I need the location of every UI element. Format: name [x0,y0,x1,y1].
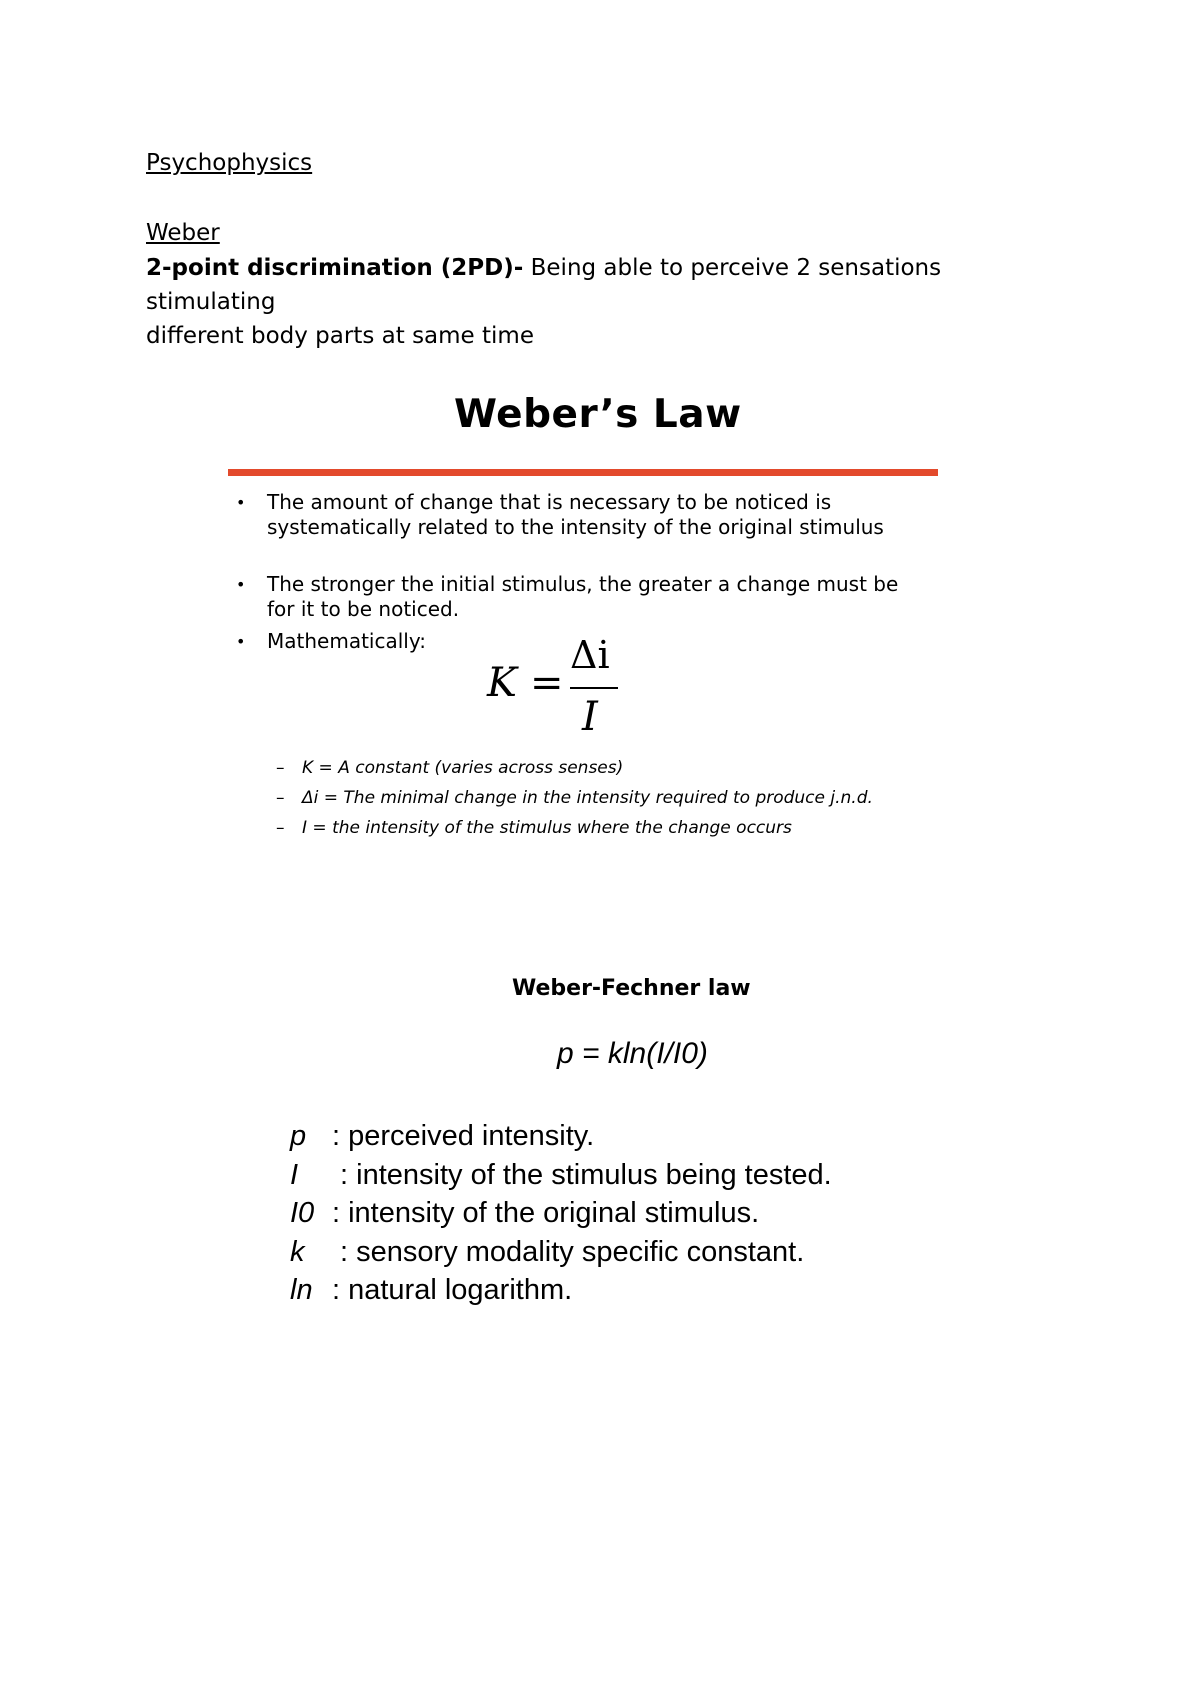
page-heading: Psychophysics [146,150,313,176]
slide-title: Weber’s Law [454,392,742,437]
definition-text-continued: different body parts at same time [146,323,534,349]
definition-text: Being able to perceive 2 sensations stimulating [146,255,942,315]
definition-paragraph [146,251,1066,353]
bullet-text: The stronger the initial stimulus, the greater a change must be for it to be noticed. [267,572,899,621]
fechner-definition: ln : natural logarithm. [290,1274,573,1306]
slide-bullet [236,572,916,627]
fechner-definition: I : intensity of the stimulus being tested. [290,1159,832,1191]
term-label: 2-point discrimination (2PD)- [146,255,524,281]
section-heading: Weber [146,220,220,246]
formula-lhs: K [487,660,517,706]
fechner-title: Weber-Fechner law [512,976,751,1001]
slide-definition: – I = the intensity of the stimulus where the change occurs [276,818,792,838]
bullet-text: The amount of change that is necessary to be noticed is systematically related to the intensity of the original stimulus [267,490,884,539]
bullet-icon: • [236,493,246,512]
slide-divider [228,469,938,476]
fechner-definition: p : perceived intensity. [290,1120,595,1152]
fechner-equation: p = kln(I/I0) [557,1037,708,1070]
formula-numerator: Δi [570,633,610,677]
fraction-bar [570,687,618,689]
bullet-text: Mathematically: [267,629,426,653]
bullet-icon: • [236,575,246,594]
slide-definition: – K = A constant (varies across senses) [276,758,624,778]
formula-equals: = [530,660,564,706]
fechner-definition: I0 : intensity of the original stimulus. [290,1197,760,1229]
fechner-definition: k : sensory modality specific constant. [290,1236,805,1268]
slide-definition: – Δi = The minimal change in the intensity required to produce j.n.d. [276,788,873,808]
formula-denominator: I [582,694,598,740]
slide-bullet [236,490,916,570]
bullet-icon: • [236,632,246,651]
